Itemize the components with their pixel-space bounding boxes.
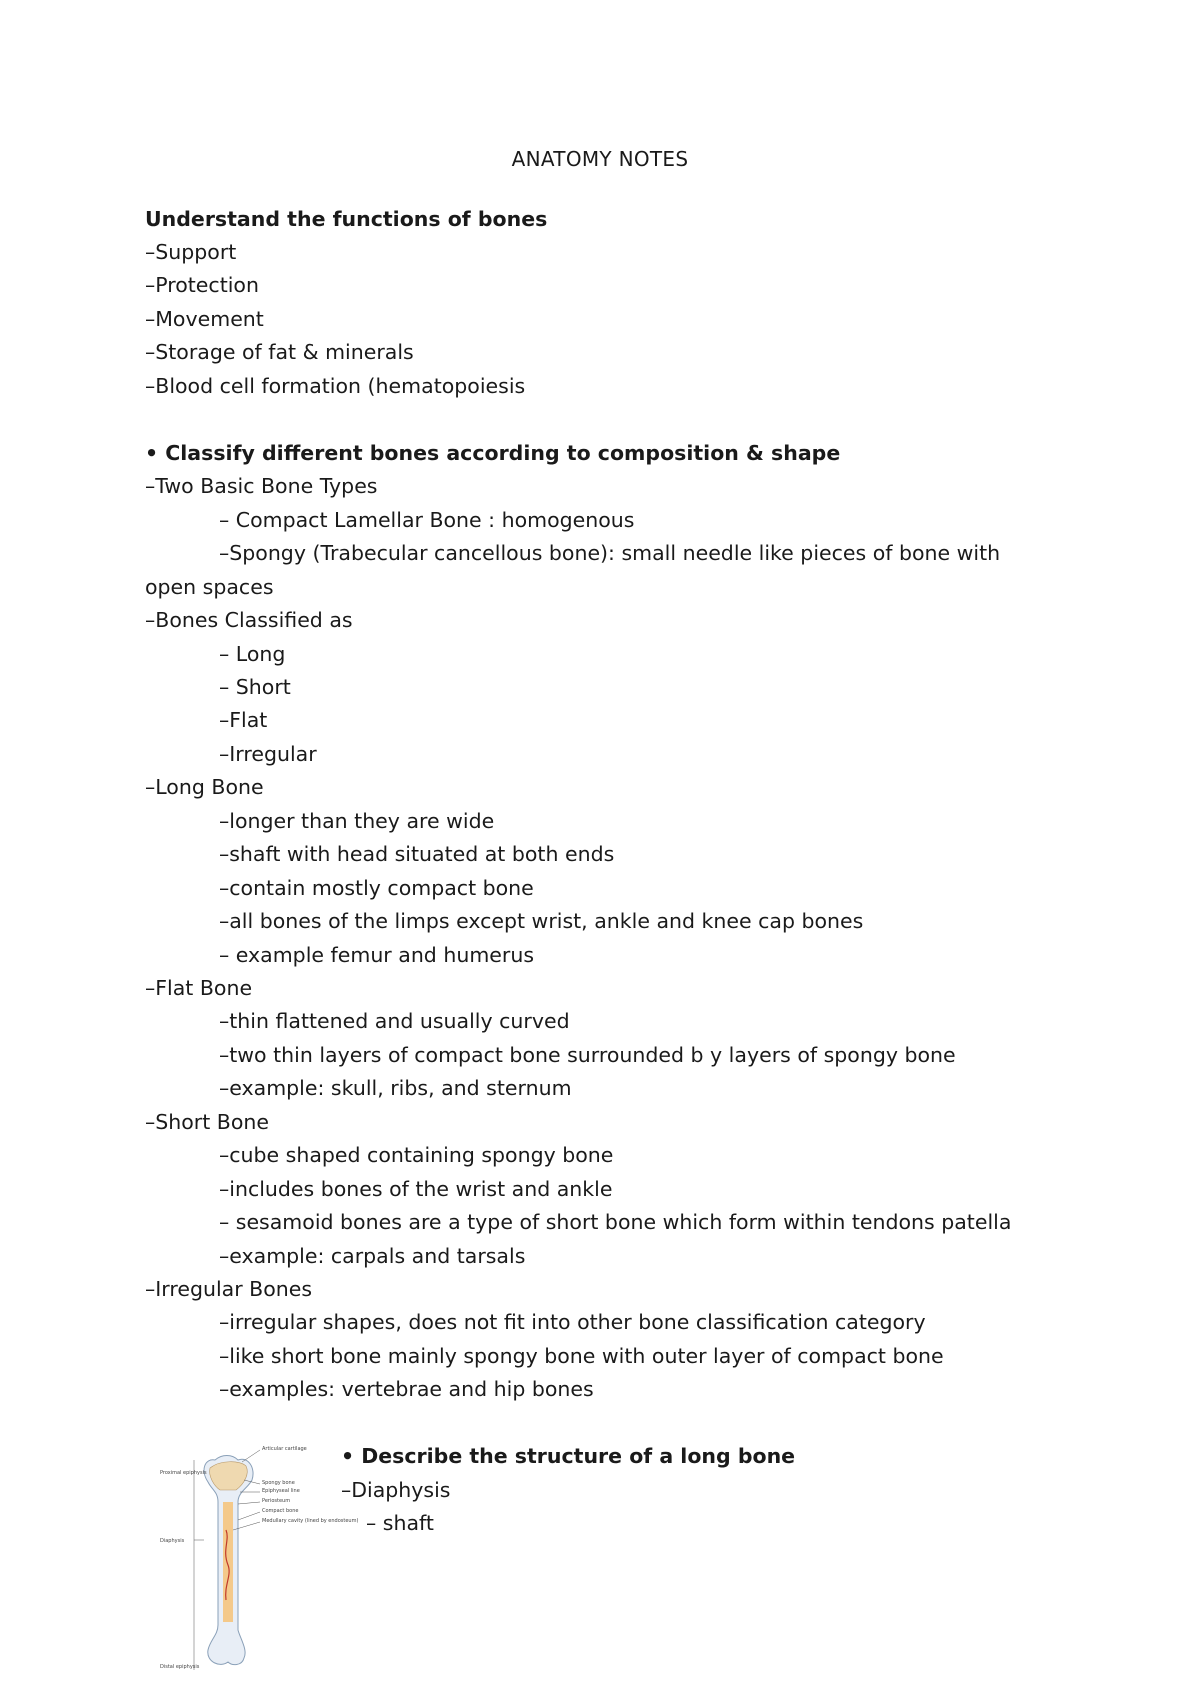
- text-line: –Support: [145, 240, 237, 264]
- text-line: –Movement: [145, 307, 264, 331]
- text-line: –contain mostly compact bone: [219, 876, 534, 900]
- heading-long-bone-structure: • Describe the structure of a long bone: [341, 1444, 796, 1468]
- text-line: –examples: vertebrae and hip bones: [219, 1377, 594, 1401]
- text-line: –Flat: [219, 708, 268, 732]
- figure-label: Epiphyseal line: [262, 1488, 300, 1494]
- text-line: –Bones Classified as: [145, 608, 353, 632]
- text-line: – Short: [219, 675, 291, 699]
- heading-classify: • Classify different bones according to composition & shape: [145, 441, 841, 465]
- text-line: –example: carpals and tarsals: [219, 1244, 526, 1268]
- heading-functions: Understand the functions of bones: [145, 207, 548, 231]
- text-line: –Spongy (Trabecular cancellous bone): small needle like pieces of bone with: [219, 541, 1001, 565]
- text-line: – Long: [219, 642, 286, 666]
- text-line: –example: skull, ribs, and sternum: [219, 1076, 572, 1100]
- text-line: – shaft: [366, 1511, 434, 1535]
- text-line: –like short bone mainly spongy bone with outer layer of compact bone: [219, 1344, 944, 1368]
- text-line: –Protection: [145, 273, 259, 297]
- text-line: –Diaphysis: [341, 1478, 451, 1502]
- text-line: –cube shaped containing spongy bone: [219, 1143, 614, 1167]
- text-line: –all bones of the limps except wrist, ankle and knee cap bones: [219, 909, 864, 933]
- text-line: –irregular shapes, does not fit into other bone classification category: [219, 1310, 926, 1334]
- text-line: –Long Bone: [145, 775, 264, 799]
- text-line: –thin flattened and usually curved: [219, 1009, 570, 1033]
- figure-label: Articular cartilage: [262, 1446, 307, 1452]
- text-line: – example femur and humerus: [219, 943, 535, 967]
- text-line: –longer than they are wide: [219, 809, 495, 833]
- figure-label: Distal epiphysis: [160, 1664, 200, 1670]
- text-line: –Storage of fat & minerals: [145, 340, 414, 364]
- figure-label: Proximal epiphysis: [160, 1470, 207, 1476]
- figure-label: Periosteum: [262, 1498, 291, 1504]
- text-line: open spaces: [145, 575, 274, 599]
- figure-label: Medullary cavity (lined by endosteum): [262, 1518, 359, 1524]
- text-line: –Short Bone: [145, 1110, 269, 1134]
- text-line: –two thin layers of compact bone surrounded b y layers of spongy bone: [219, 1043, 956, 1067]
- text-line: –Flat Bone: [145, 976, 253, 1000]
- text-line: – sesamoid bones are a type of short bone which form within tendons patella: [219, 1210, 1012, 1234]
- text-line: –Two Basic Bone Types: [145, 474, 378, 498]
- figure-label: Spongy bone: [262, 1480, 295, 1486]
- text-line: –Irregular Bones: [145, 1277, 313, 1301]
- document-title: ANATOMY NOTES: [511, 147, 689, 171]
- figure-label: Compact bone: [262, 1508, 299, 1514]
- text-line: – Compact Lamellar Bone : homogenous: [219, 508, 635, 532]
- long-bone-diagram: [160, 1440, 359, 1680]
- text-line: –Irregular: [219, 742, 317, 766]
- text-line: –includes bones of the wrist and ankle: [219, 1177, 613, 1201]
- text-line: –shaft with head situated at both ends: [219, 842, 615, 866]
- text-line: –Blood cell formation (hematopoiesis: [145, 374, 526, 398]
- figure-label: Diaphysis: [160, 1538, 185, 1544]
